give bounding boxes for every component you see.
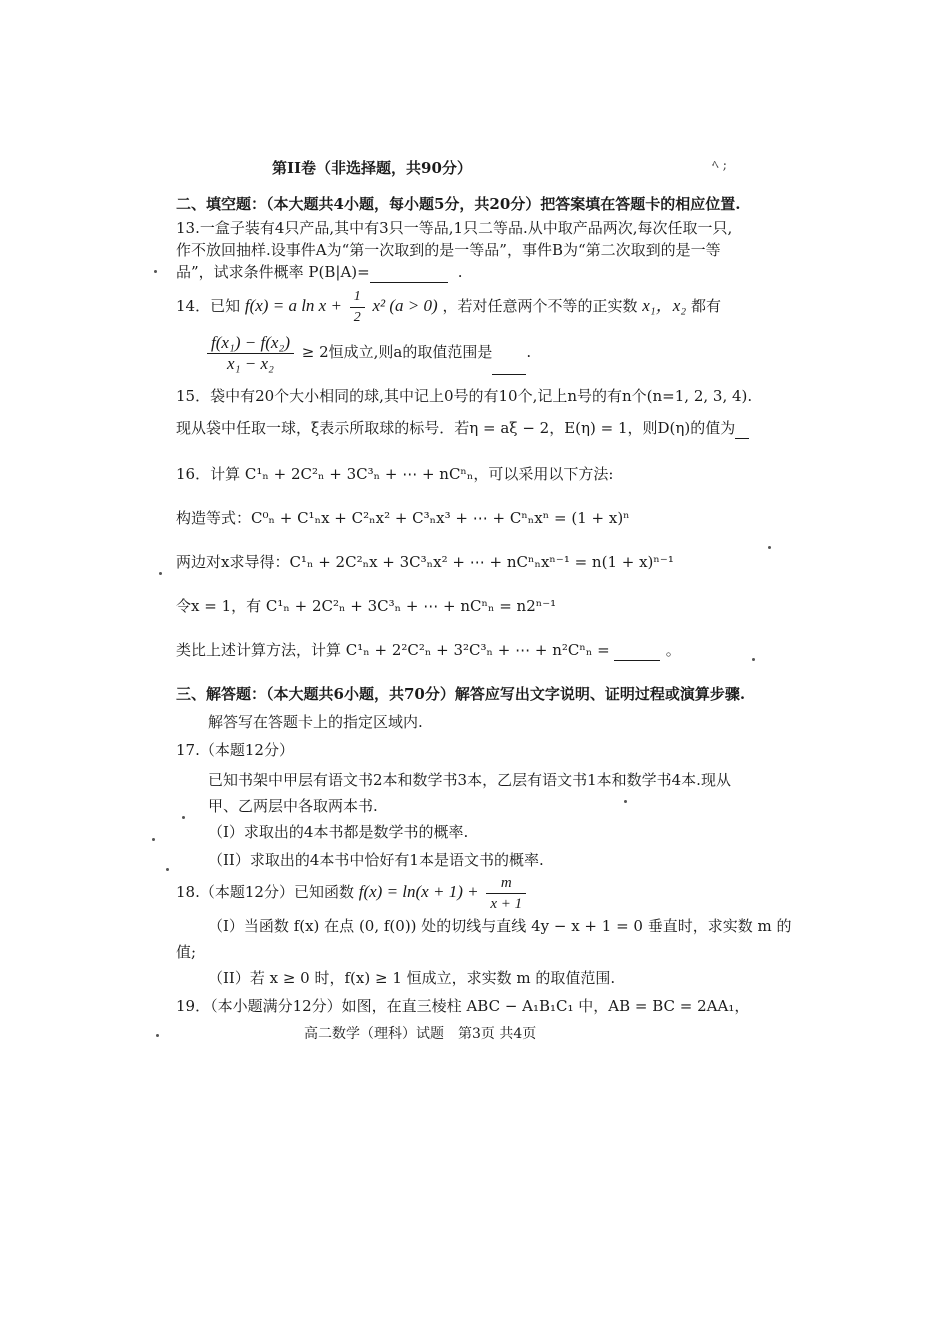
q14-func-tail: x² (a > 0): [372, 296, 438, 315]
q16-line1: 16．计算 C¹ₙ + 2C²ₙ + 3C³ₙ + ⋯ + nCⁿₙ，可以采用以下方法:: [176, 465, 614, 483]
scan-speck: [166, 868, 169, 871]
q14-prefix: 14．已知: [176, 297, 241, 315]
q14-suffix: 都有: [690, 297, 721, 315]
q13-line1: 13.一盒子装有4只产品,其中有3只一等品,1只二等品.从中取产品两次,每次任取一只,: [176, 219, 733, 237]
q14-diff-den: x₁ − x₂: [227, 353, 274, 373]
q15-line2: [176, 418, 749, 439]
q17-line2: 甲、乙两层中各取两本书.: [208, 797, 378, 815]
q18-fraction: [486, 873, 526, 914]
q18-frac-den: x + 1: [490, 895, 523, 912]
q17-title: 17.（本题12分）: [176, 741, 294, 759]
q18-frac-num: m: [486, 873, 526, 894]
q15-line1: 15．袋中有20个大小相同的球,其中记上0号的有10个,记上n号的有n个(n=1, 2, 3, 4).: [176, 387, 753, 405]
page-footer: 高二数学（理科）试题 第3页 共4页: [304, 1026, 537, 1042]
q18-func: f(x) = ln(x + 1) +: [358, 882, 479, 901]
solve-section-heading: 三、解答题：（本大题共6小题，共70分）解答应写出文字说明、证明过程或演算步骤.: [176, 685, 746, 703]
q18-title: 18.（本题12分）已知函数: [176, 883, 354, 901]
q17-part1: （I）求取出的4本书都是数学书的概率.: [208, 823, 469, 841]
q13-line3-text: 品”，试求条件概率 P(B|A)=: [176, 263, 370, 281]
q14-diff-num: f(x₁) − f(x₂): [207, 333, 294, 354]
q14-func: f(x) = a ln x +: [244, 296, 342, 315]
section-title: 第II卷（非选择题，共90分）: [272, 159, 472, 177]
q18-part2: （II）若 x ≥ 0 时，f(x) ≥ 1 恒成立，求实数 m 的取值范围.: [208, 969, 616, 987]
q14-line1: [176, 286, 721, 328]
q14-line2-end: .: [526, 343, 532, 361]
q14-mid: ，若对任意两个不等的正实数: [442, 297, 638, 315]
q13-line2: 作不放回抽样.设事件A为“第一次取到的是一等品”，事件B为“第二次取到的是一等: [176, 241, 721, 259]
q14-line2: [204, 330, 531, 375]
q16-line3: 两边对x求导得：C¹ₙ + 2C²ₙx + 3C³ₙx² + ⋯ + nCⁿₙxⁿ⁻¹ = n(1 + x)ⁿ⁻¹: [176, 553, 674, 571]
fill-section-heading: 二、填空题：（本大题共4小题，每小题5分，共20分）把答案填在答题卡的相应位置.: [176, 195, 741, 213]
q16-line5-text: 类比上述计算方法，计算 C¹ₙ + 2²C²ₙ + 3²C³ₙ + ⋯ + n²Cⁿₙ =: [176, 641, 610, 659]
q14-frac-den: 2: [353, 309, 361, 325]
corner-mark: ﾍ ;: [712, 158, 728, 173]
q17-line1: 已知书架中甲层有语文书2本和数学书3本，乙层有语文书1本和数学书4本.现从: [208, 771, 731, 789]
scan-speck: [154, 270, 157, 273]
q16-line4: 令x = 1，有 C¹ₙ + 2C²ₙ + 3C³ₙ + ⋯ + nCⁿₙ = n2ⁿ⁻¹: [176, 597, 557, 615]
q14-answer-blank: [492, 330, 526, 375]
q16-answer-blank: [614, 640, 660, 661]
scan-speck: [182, 816, 185, 819]
q14-line2-text: ≥ 2恒成立,则a的取值范围是: [301, 343, 493, 361]
scan-speck: [156, 1034, 159, 1037]
q14-vars: x₁，x₂: [642, 296, 687, 315]
q16-line2: 构造等式：C⁰ₙ + C¹ₙx + C²ₙx² + C³ₙx³ + ⋯ + Cⁿₙxⁿ = (1 + x)ⁿ: [176, 509, 630, 527]
q15-answer-blank: [735, 418, 749, 439]
q18-title-line: [176, 872, 529, 914]
scan-speck: [159, 572, 162, 575]
q17-part2: （II）求取出的4本书中恰好有1本是语文书的概率.: [208, 851, 544, 869]
q18-part1-cont: 值;: [176, 943, 197, 961]
scan-speck: [624, 800, 627, 803]
q13-line3-end: .: [457, 263, 463, 281]
q14-half-fraction: [350, 287, 365, 328]
q15-line2-text: 现从袋中任取一球，ξ表示所取球的标号．若η = aξ − 2，E(η) = 1，则D(η)的值为: [176, 419, 736, 437]
q16-line5-end: 。: [665, 641, 681, 659]
scan-speck: [752, 658, 755, 661]
q18-part1: （I）当函数 f(x) 在点 (0, f(0)) 处的切线与直线 4y − x + 1 = 0 垂直时，求实数 m 的: [208, 917, 792, 935]
q13-line3: [176, 262, 463, 283]
scan-speck: [768, 546, 771, 549]
solve-section-subheading: 解答写在答题卡上的指定区域内.: [208, 713, 423, 731]
q14-frac-num: 1: [350, 287, 365, 308]
q14-difference-fraction: [207, 333, 294, 374]
q13-answer-blank: [370, 262, 448, 283]
q19-line1: 19．（本小题满分12分）如图，在直三棱柱 ABC − A₁B₁C₁ 中，AB = BC = 2AA₁，: [176, 997, 750, 1015]
scan-speck: [152, 838, 155, 841]
q16-line5: [176, 640, 681, 661]
